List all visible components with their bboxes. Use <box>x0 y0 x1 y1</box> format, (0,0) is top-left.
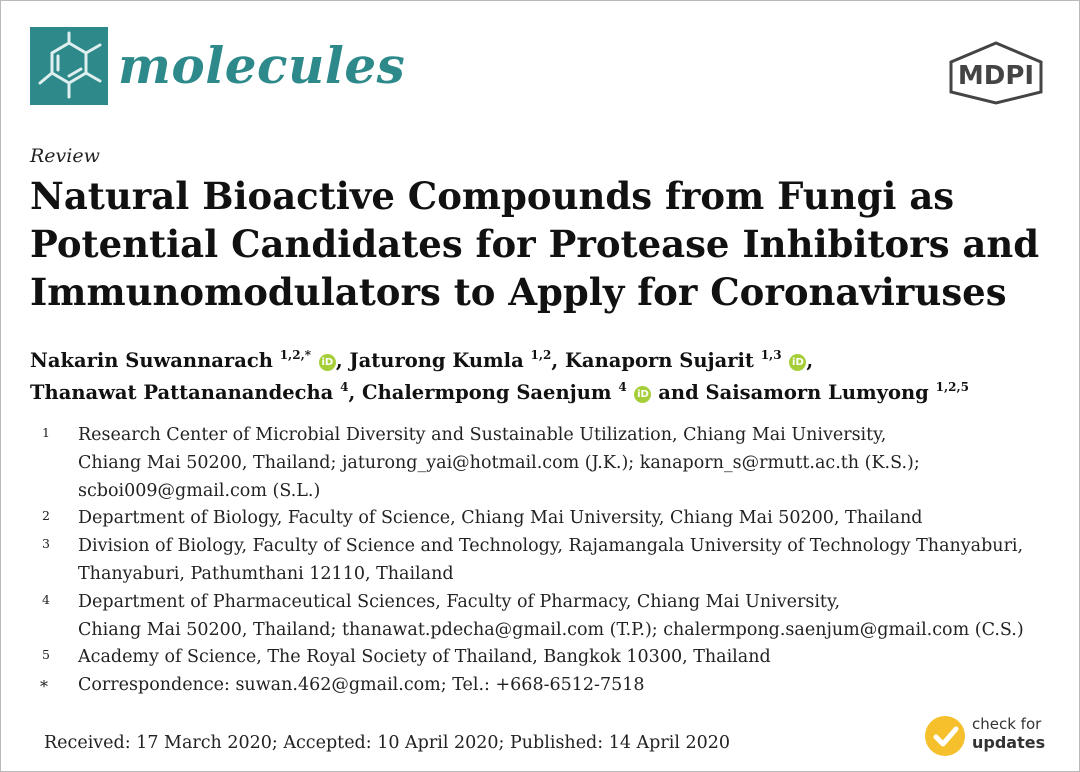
affiliation-list <box>30 422 1060 700</box>
affiliation-number: 4 <box>42 591 50 607</box>
author-affiliation-marker: 1,2,* <box>279 348 312 362</box>
author-affiliation-marker: 4 <box>618 380 627 394</box>
check-updates-label: check for <box>972 715 1042 733</box>
correspondence-text: Correspondence: suwan.462@gmail.com; Tel.: +668-6512-7518 <box>78 675 645 696</box>
affiliation-item <box>30 533 1060 589</box>
author-name[interactable]: Chalermpong Saenjum <box>362 381 612 404</box>
author-separator: , <box>551 349 565 372</box>
check-updates-icon <box>925 716 965 756</box>
mdpi-logo-icon <box>945 40 1047 106</box>
author-line <box>30 377 1050 409</box>
orcid-icon[interactable]: iD <box>634 386 651 403</box>
author-affiliation-marker: 1,2 <box>530 348 552 362</box>
affiliation-text: Division of Biology, Faculty of Science and Technology, Rajamangala University of Technology Thanyaburi, <box>78 536 1024 557</box>
author-separator: , <box>348 381 363 404</box>
author-name[interactable]: Nakarin Suwannarach <box>30 349 273 372</box>
affiliation-item <box>30 644 1060 672</box>
publisher-name: MDPI <box>957 61 1035 91</box>
article-type: Review <box>30 145 100 167</box>
affiliation-text: scboi009@gmail.com (S.L.) <box>78 480 321 501</box>
affiliation-text: Academy of Science, The Royal Society of Thailand, Bangkok 10300, Thailand <box>78 647 771 668</box>
author-affiliation-marker: 1,3 <box>760 348 782 362</box>
author-separator: , <box>335 349 350 372</box>
check-updates-label-bold: updates <box>972 733 1046 752</box>
affiliation-number: 5 <box>42 647 50 663</box>
author-line <box>30 345 1050 377</box>
author-affiliation-marker: 1,2,5 <box>935 380 969 394</box>
title-line: Potential Candidates for Protease Inhibitors and <box>30 222 1040 266</box>
author-name[interactable]: Kanaporn Sujarit <box>564 349 754 372</box>
orcid-icon[interactable]: iD <box>789 354 806 371</box>
affiliation-number: 1 <box>42 425 50 440</box>
author-name[interactable]: Saisamorn Lumyong <box>705 381 929 404</box>
affiliation-text: Department of Pharmaceutical Sciences, Faculty of Pharmacy, Chiang Mai University, <box>78 591 841 612</box>
author-name[interactable]: Jaturong Kumla <box>349 349 524 372</box>
check-for-updates-button[interactable] <box>925 714 1055 760</box>
affiliation-number: 2 <box>42 508 50 524</box>
author-separator: , <box>806 349 814 372</box>
journal-molecule-icon <box>30 27 108 105</box>
author-affiliation-marker: 4 <box>340 380 349 394</box>
journal-name: molecules <box>118 36 406 95</box>
article-title <box>30 172 1050 316</box>
orcid-icon[interactable]: iD <box>319 354 336 371</box>
title-line: Immunomodulators to Apply for Coronaviruses <box>30 270 1007 314</box>
author-separator: and <box>651 381 706 404</box>
affiliation-text: Thanyaburi, Pathumthani 12110, Thailand <box>78 563 454 584</box>
affiliation-text: Department of Biology, Faculty of Science, Chiang Mai University, Chiang Mai 50200, Thailand <box>78 508 923 529</box>
affiliation-item <box>30 422 1060 505</box>
affiliation-text: Chiang Mai 50200, Thailand; jaturong_yai@hotmail.com (J.K.); kanaporn_s@rmutt.ac.th (K.S.); <box>78 452 920 473</box>
affiliation-text: Research Center of Microbial Diversity and Sustainable Utilization, Chiang Mai University, <box>78 425 887 445</box>
affiliation-item <box>30 589 1060 645</box>
affiliation-number: 3 <box>42 536 50 552</box>
affiliation-item <box>30 505 1060 533</box>
author-name[interactable]: Thanawat Pattananandecha <box>30 381 334 404</box>
title-line: Natural Bioactive Compounds from Fungi as <box>30 174 955 218</box>
author-list <box>30 345 1050 409</box>
correspondence-item <box>30 672 1060 700</box>
affiliation-text: Chiang Mai 50200, Thailand; thanawat.pdecha@gmail.com (T.P.); chalermpong.saenjum@gmail.com (C.S.) <box>78 619 1024 640</box>
publication-dates: Received: 17 March 2020; Accepted: 10 April 2020; Published: 14 April 2020 <box>44 733 731 753</box>
correspondence-marker: * <box>40 677 48 697</box>
